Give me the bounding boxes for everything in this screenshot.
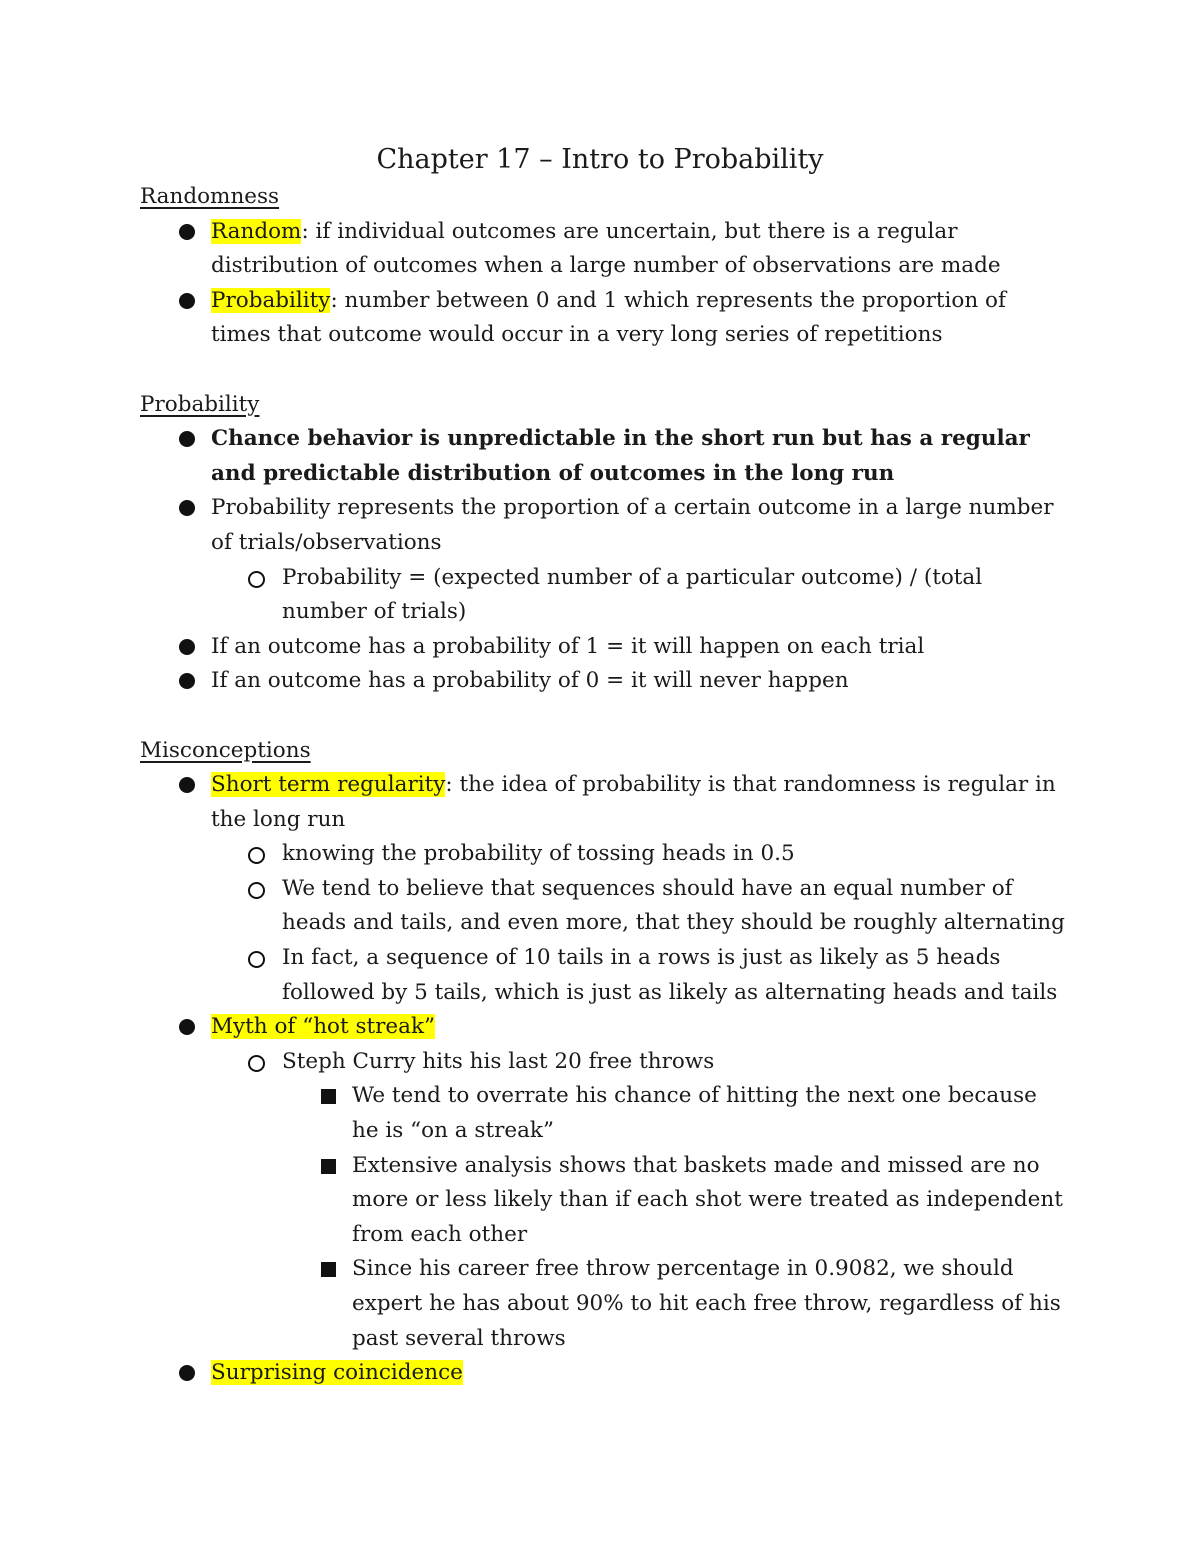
misconceptions-list xyxy=(140,768,1070,1391)
list-item xyxy=(140,215,1070,284)
bullet-disc-icon xyxy=(179,500,195,516)
list-item xyxy=(140,872,1070,941)
list-item xyxy=(140,837,1070,872)
bullet-disc-icon xyxy=(179,1365,195,1381)
list-item xyxy=(140,1079,1070,1148)
bullet-square-icon xyxy=(321,1089,336,1104)
list-item-text: If an outcome has a probability of 1 = it will happen on each trial xyxy=(211,633,925,659)
highlighted-term: Myth of “hot streak” xyxy=(211,1014,435,1040)
list-item xyxy=(140,941,1070,1010)
section-heading-misconceptions: Misconceptions xyxy=(140,737,311,763)
document-body xyxy=(140,180,1070,1391)
list-item-text: Since his career free throw percentage in 0.9082, we should expert he has about 90% to hit each free throw, regardless of his past several throws xyxy=(352,1256,1061,1351)
list-item-text: We tend to overrate his chance of hitting the next one because he is “on a streak” xyxy=(352,1083,1037,1144)
highlighted-term: Surprising coincidence xyxy=(211,1360,463,1386)
list-item xyxy=(140,630,1070,665)
list-item-text: Probability = (expected number of a particular outcome) / (total number of trials) xyxy=(282,564,983,625)
bullet-disc-icon xyxy=(179,1019,195,1035)
list-item-text: : the idea of probability is that randomness is regular in the long run xyxy=(211,772,1056,832)
randomness-list xyxy=(140,215,1070,353)
highlighted-term: Probability xyxy=(211,287,331,313)
bullet-square-icon xyxy=(321,1159,336,1174)
bullet-square-icon xyxy=(321,1262,336,1277)
list-item xyxy=(140,422,1070,491)
bullet-circle-icon xyxy=(248,1055,265,1072)
list-item-text: Steph Curry hits his last 20 free throws xyxy=(282,1048,715,1074)
list-item-text: In fact, a sequence of 10 tails in a rows is just as likely as 5 heads followed by 5 tails, which is just as likely as alternating heads and tails xyxy=(282,945,1058,1005)
list-item-text: Chance behavior is unpredictable in the short run but has a regular and predictable distribution of outcomes in the long run xyxy=(211,426,1030,486)
highlighted-term: Random xyxy=(211,218,302,244)
list-item xyxy=(140,491,1070,560)
section-heading-probability: Probability xyxy=(140,391,260,417)
section-heading-randomness: Randomness xyxy=(140,184,280,209)
list-item-text: Extensive analysis shows that baskets made and missed are no more or less likely than if each shot were treated as independent from each other xyxy=(352,1152,1063,1247)
list-item-text: knowing the probability of tossing heads in 0.5 xyxy=(282,841,795,867)
bullet-circle-icon xyxy=(248,951,265,968)
bullet-circle-icon xyxy=(248,571,265,588)
list-item xyxy=(140,1010,1070,1045)
list-item xyxy=(140,1149,1070,1253)
bullet-disc-icon xyxy=(179,777,195,793)
list-item-text: : if individual outcomes are uncertain, but there is a regular distribution of outcomes when a large number of observations are made xyxy=(211,218,1001,279)
list-item-text: We tend to believe that sequences should have an equal number of heads and tails, and even more, that they should be roughly alternating xyxy=(282,875,1065,936)
highlighted-term: Short term regularity xyxy=(211,772,446,798)
bullet-disc-icon xyxy=(179,673,195,689)
bullet-disc-icon xyxy=(179,431,195,447)
list-item xyxy=(140,768,1070,837)
list-item xyxy=(140,1045,1070,1080)
list-item-text: Probability represents the proportion of a certain outcome in a large number of trials/observations xyxy=(211,495,1054,555)
bullet-disc-icon xyxy=(179,639,195,655)
bullet-disc-icon xyxy=(179,224,195,240)
bullet-circle-icon xyxy=(248,882,265,899)
list-item xyxy=(140,1252,1070,1356)
list-item-text: If an outcome has a probability of 0 = it will never happen xyxy=(211,668,849,694)
list-item xyxy=(140,664,1070,699)
bullet-disc-icon xyxy=(179,293,195,309)
list-item xyxy=(140,284,1070,353)
list-item xyxy=(140,1356,1070,1391)
page-title: Chapter 17 – Intro to Probability xyxy=(376,144,824,175)
probability-list xyxy=(140,422,1070,699)
bullet-circle-icon xyxy=(248,847,265,864)
list-item xyxy=(140,561,1070,630)
list-item-text: : number between 0 and 1 which represents the proportion of times that outcome would occur in a very long series of repetitions xyxy=(211,287,1006,348)
